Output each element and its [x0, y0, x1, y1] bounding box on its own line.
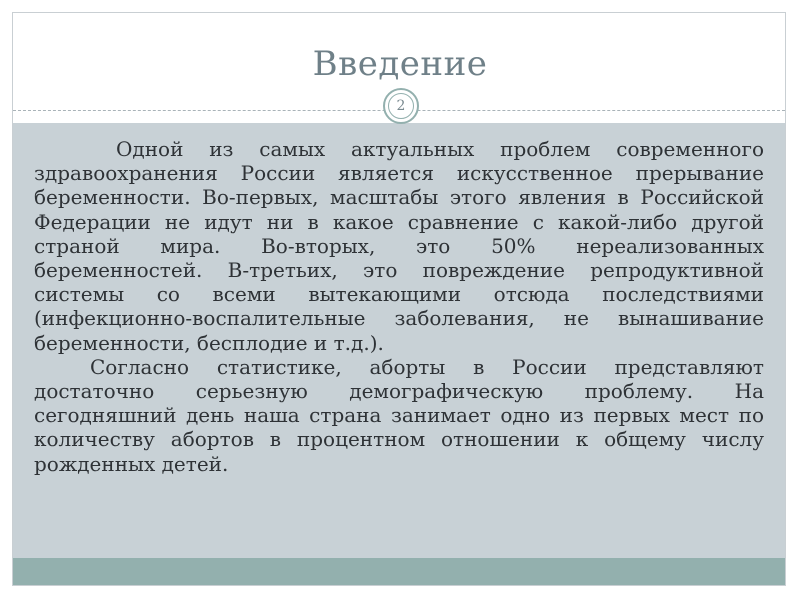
paragraph-2: Согласно статистике, аборты в России представляют достаточно серьезную демографическую проблему. На сегодняшний день наша страна занимает одно из первых мест по количеству абортов в процентном отношении к общему числу рожденных детей.	[34, 354, 764, 476]
slide-number: 2	[396, 98, 406, 114]
slide-body	[34, 137, 764, 476]
slide-title: Введение	[312, 44, 488, 84]
paragraph-1: Одной из самых актуальных проблем современного здравоохранения России является искусственное прерывание беременности. Во-первых, масштабы этого явления в Российской Федерации не идут ни в какое сравнение с какой-либо другой страной мира. Во-вторых, это 50% нереализованных беременностей. В-третьих, это повреждение репродуктивной системы со всеми вытекающими отсюда последствиями (инфекционно-воспалительные заболевания, не вынашивание беременности, бесплодие и т.д.).	[34, 137, 764, 355]
footer-bar	[13, 558, 785, 585]
slide-number-badge	[383, 88, 419, 124]
